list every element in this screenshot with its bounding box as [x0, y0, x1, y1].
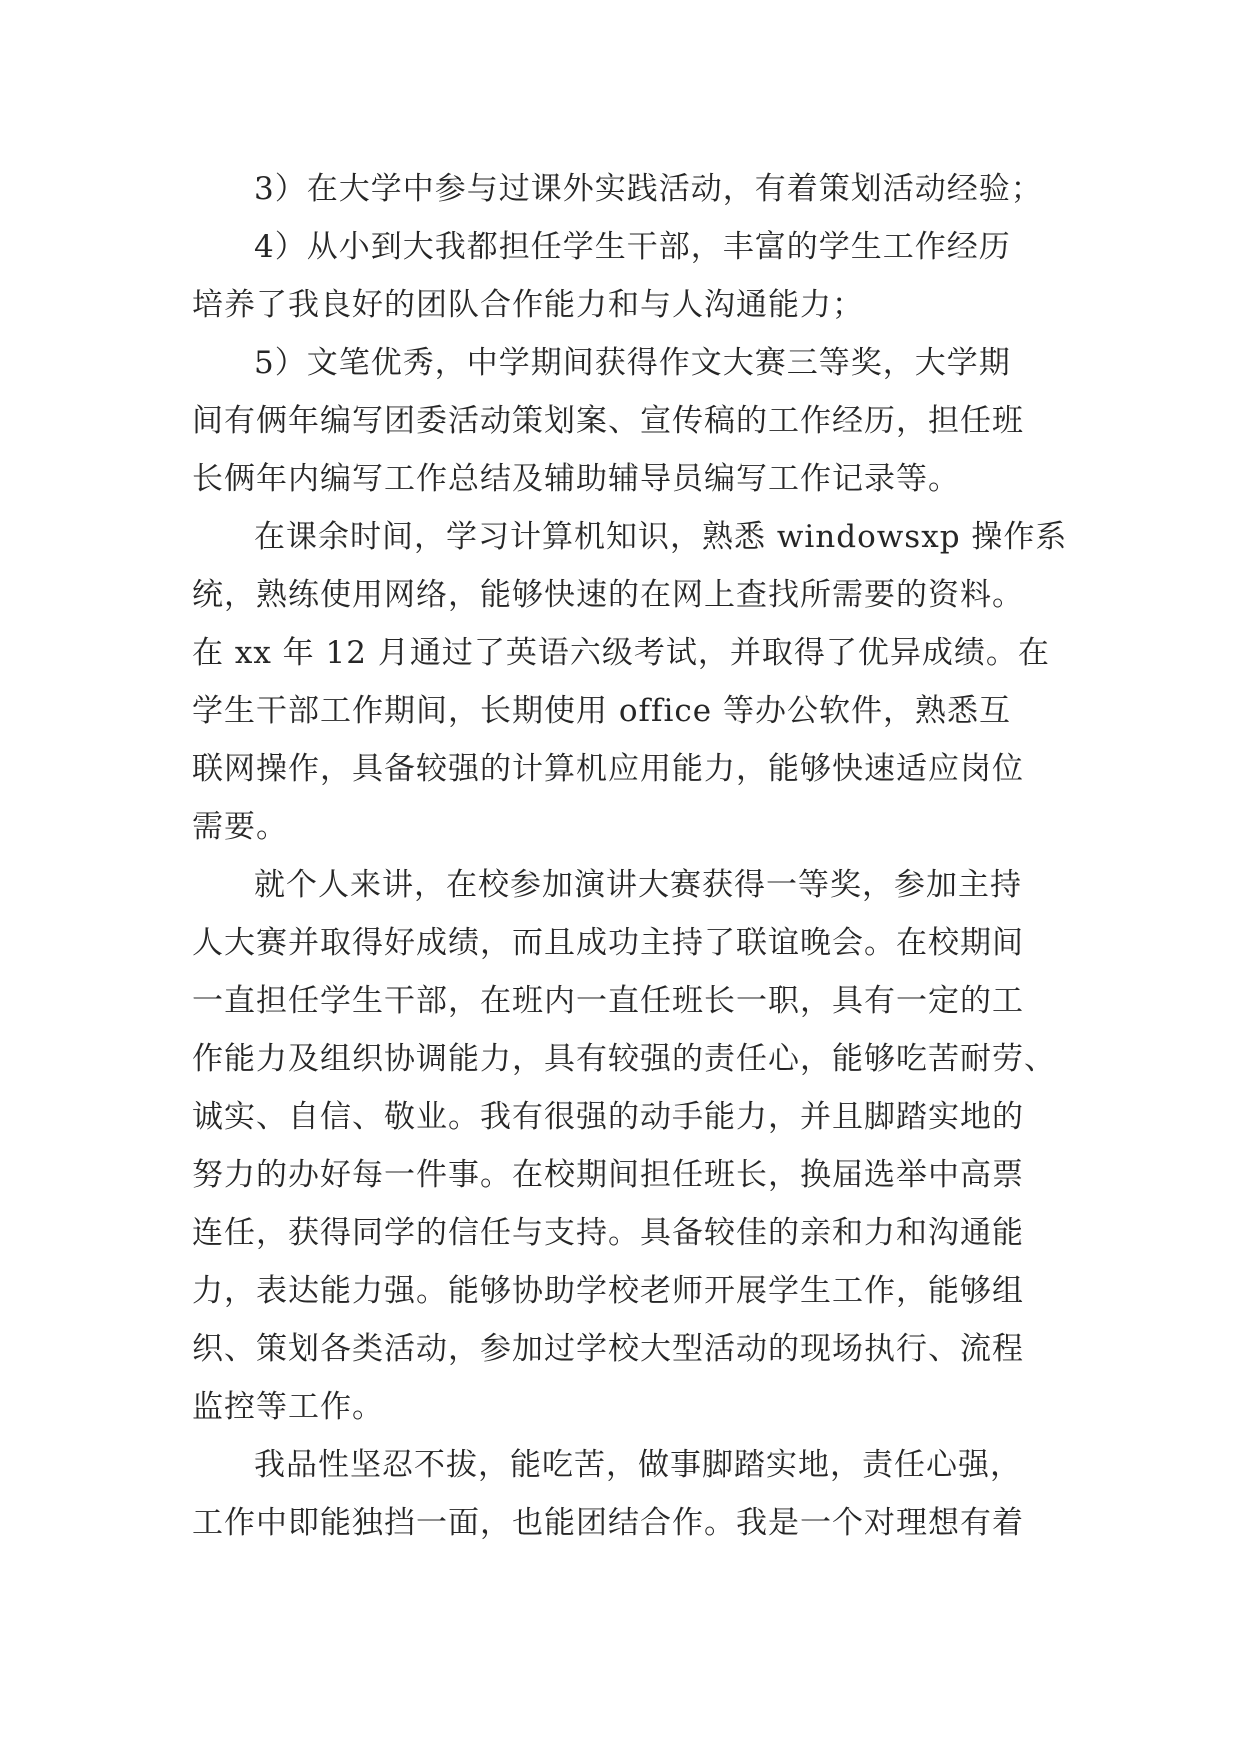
- text-line: 努力的办好每一件事。在校期间担任班长，换届选举中高票: [192, 1157, 1024, 1193]
- text-line: 统，熟练使用网络，能够快速的在网上查找所需要的资料。: [192, 577, 1024, 613]
- text-line: 就个人来讲，在校参加演讲大赛获得一等奖，参加主持: [254, 867, 1022, 903]
- text-line: 需要。: [192, 809, 288, 845]
- text-line: 联网操作，具备较强的计算机应用能力，能够快速适应岗位: [192, 751, 1024, 787]
- text-line: 力，表达能力强。能够协助学校老师开展学生工作，能够组: [192, 1273, 1024, 1309]
- text-line: 3）在大学中参与过课外实践活动，有着策划活动经验；: [254, 171, 1043, 207]
- text-line: 一直担任学生干部，在班内一直任班长一职，具有一定的工: [192, 983, 1024, 1019]
- text-line: 诚实、自信、敬业。我有很强的动手能力，并且脚踏实地的: [192, 1099, 1024, 1135]
- paragraph-item-4: [192, 218, 1052, 334]
- text-line: 培养了我良好的团队合作能力和与人沟通能力；: [192, 287, 864, 323]
- paragraph-item-3: [192, 160, 1052, 218]
- text-line: 长俩年内编写工作总结及辅助辅导员编写工作记录等。: [192, 461, 960, 497]
- text-line: 作能力及组织协调能力，具有较强的责任心，能够吃苦耐劳、: [192, 1041, 1056, 1077]
- text-line: 间有俩年编写团委活动策划案、宣传稿的工作经历，担任班: [192, 403, 1024, 439]
- text-line: 监控等工作。: [192, 1389, 384, 1425]
- text-line: 学生干部工作期间，长期使用 office 等办公软件，熟悉互: [192, 693, 1011, 729]
- document-body: [192, 160, 1068, 1552]
- text-line: 4）从小到大我都担任学生干部，丰富的学生工作经历: [254, 229, 1011, 265]
- paragraph-item-5: [192, 334, 1052, 508]
- paragraph-computer-skills: [192, 508, 1068, 856]
- text-line: 在 xx 年 12 月通过了英语六级考试，并取得了优异成绩。在: [192, 635, 1050, 671]
- text-line: 人大赛并取得好成绩，而且成功主持了联谊晚会。在校期间: [192, 925, 1024, 961]
- text-line: 我品性坚忍不拔，能吃苦，做事脚踏实地，责任心强，: [254, 1447, 1022, 1483]
- paragraph-personal-abilities: [192, 856, 1056, 1436]
- text-line: 连任，获得同学的信任与支持。具备较佳的亲和力和沟通能: [192, 1215, 1024, 1251]
- paragraph-character: [192, 1436, 1052, 1552]
- text-line: 织、策划各类活动，参加过学校大型活动的现场执行、流程: [192, 1331, 1024, 1367]
- text-line: 在课余时间，学习计算机知识，熟悉 windowsxp 操作系: [254, 519, 1068, 555]
- text-line: 5）文笔优秀，中学期间获得作文大赛三等奖，大学期: [254, 345, 1011, 381]
- text-line: 工作中即能独挡一面，也能团结合作。我是一个对理想有着: [192, 1505, 1024, 1541]
